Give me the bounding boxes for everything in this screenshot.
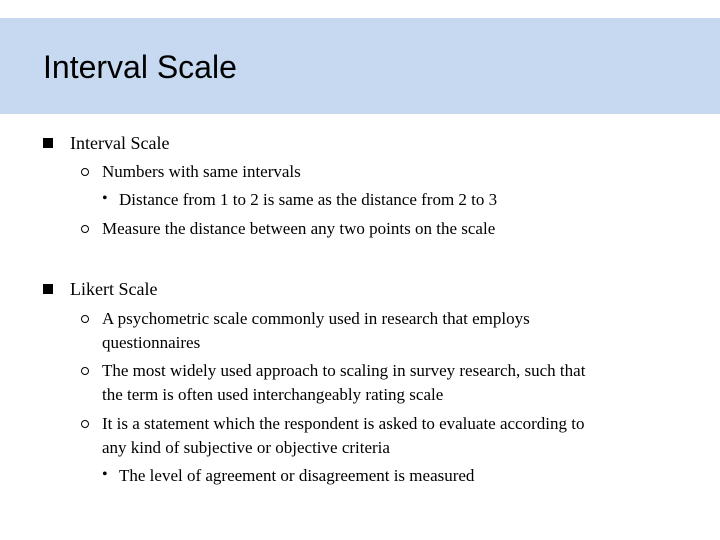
list-item: Numbers with same intervals <box>102 162 301 181</box>
list-item: Measure the distance between any two points on the scale <box>102 219 496 238</box>
slide-title: Interval Scale <box>43 49 237 85</box>
list-item-line: A psychometric scale commonly used in research that employs <box>102 309 530 328</box>
square-bullet-icon <box>43 284 53 294</box>
list-item-line: any kind of subjective or objective criteria <box>102 438 390 457</box>
list-item-line: The most widely used approach to scaling in survey research, such that <box>102 361 586 380</box>
list-item-line: questionnaires <box>102 333 201 352</box>
sub-list-item: Distance from 1 to 2 is same as the distance from 2 to 3 <box>119 190 498 209</box>
list-item-line: It is a statement which the respondent is asked to evaluate according to <box>102 414 585 433</box>
section-heading-likert: Likert Scale <box>70 279 158 299</box>
circle-bullet-icon <box>81 367 89 375</box>
dot-bullet-icon: • <box>102 190 108 207</box>
circle-bullet-icon <box>81 225 89 233</box>
square-bullet-icon <box>43 138 53 148</box>
section-heading-interval: Interval Scale <box>70 133 170 153</box>
circle-bullet-icon <box>81 420 89 428</box>
circle-bullet-icon <box>81 315 89 323</box>
list-item-line: the term is often used interchangeably rating scale <box>102 385 444 404</box>
sub-list-item: The level of agreement or disagreement is measured <box>119 466 475 485</box>
circle-bullet-icon <box>81 168 89 176</box>
dot-bullet-icon: • <box>102 466 108 483</box>
